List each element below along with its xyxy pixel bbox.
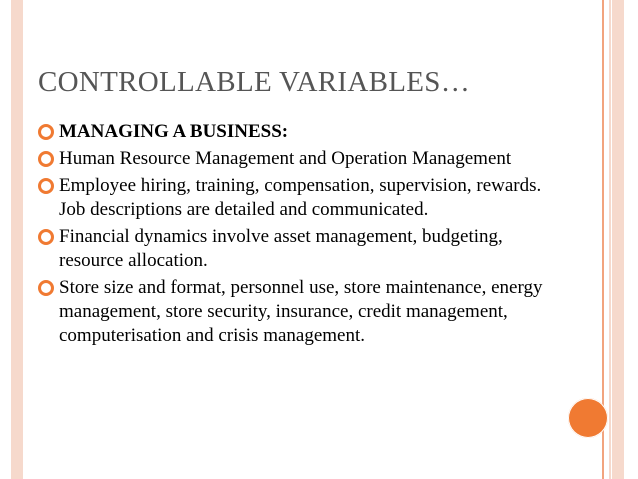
circle-bullet-icon (38, 151, 54, 167)
circle-bullet-icon (38, 280, 54, 296)
bullet-text: Financial dynamics involve asset management, budgeting, resource allocation. (59, 226, 503, 271)
accent-circle-decoration (568, 398, 608, 438)
bullet-list (38, 120, 558, 351)
circle-bullet-icon (38, 229, 54, 245)
bullet-text: MANAGING A BUSINESS: (59, 121, 289, 142)
left-border-strip (11, 0, 23, 479)
bullet-item (38, 120, 558, 144)
right-border-strip (612, 0, 624, 479)
bullet-text: Employee hiring, training, compensation, supervision, rewards. Job descriptions are detailed and communicated. (59, 175, 542, 220)
bullet-text: Store size and format, personnel use, store maintenance, energy management, store security, insurance, credit management, computerisation and crisis management. (59, 277, 543, 346)
bullet-item (38, 225, 558, 273)
slide-title: CONTROLLABLE VARIABLES… (38, 66, 470, 98)
circle-bullet-icon (38, 124, 54, 140)
bullet-item (38, 147, 558, 171)
circle-bullet-icon (38, 178, 54, 194)
bullet-text: Human Resource Management and Operation Management (59, 148, 512, 169)
bullet-item (38, 276, 558, 348)
bullet-item (38, 174, 558, 222)
right-border-line (609, 0, 611, 479)
